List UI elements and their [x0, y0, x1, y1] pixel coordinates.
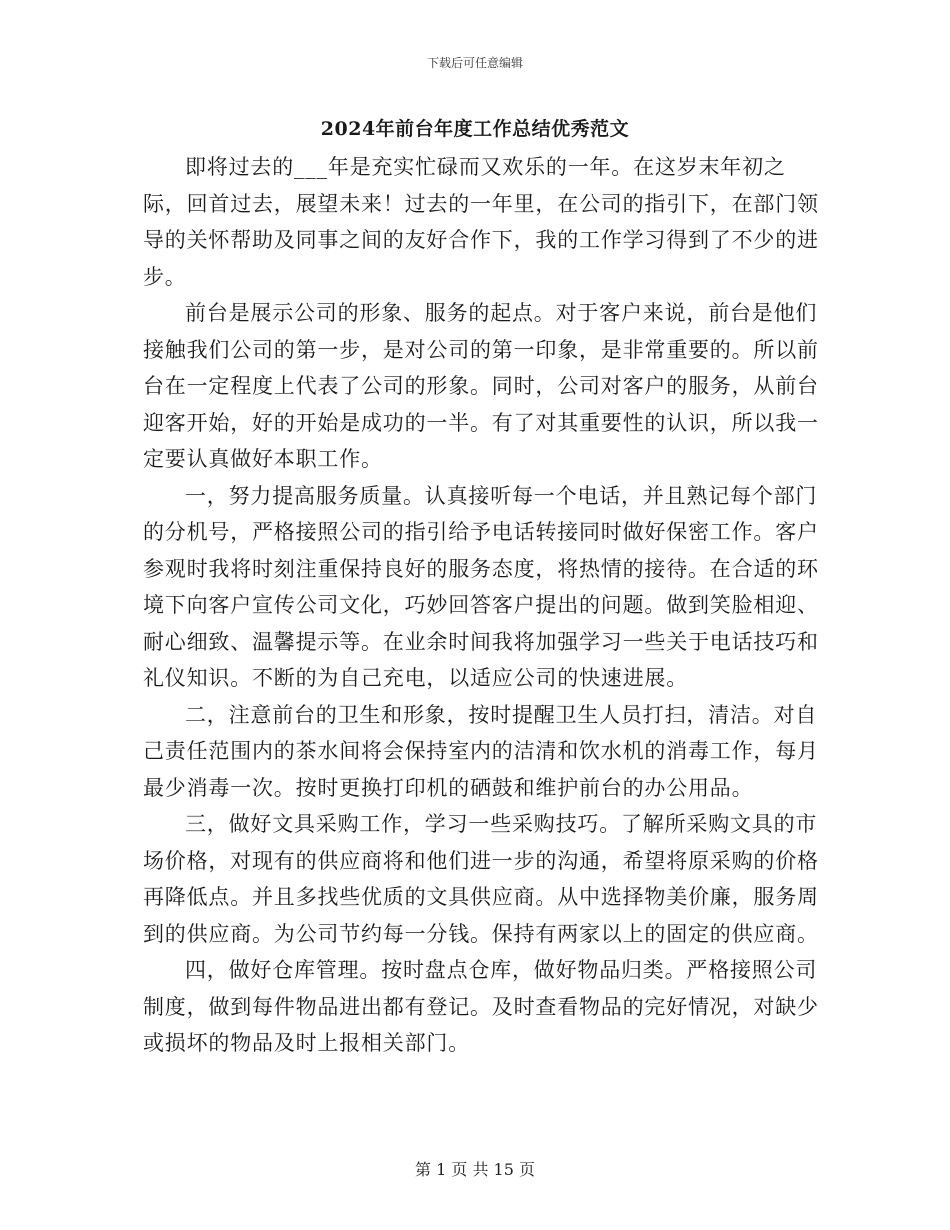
header-note: 下载后可任意编辑: [426, 56, 523, 70]
paragraph-front-desk-role: 前台是展示公司的形象、服务的起点。对于客户来说，前台是他们接触我们公司的第一步，是对公司的第一印象，是非常重要的。所以前台在一定程度上代表了公司的形象。同时，公司对客户的服务，从前台迎客开始，好的开始是成功的一半。有了对其重要性的认识，所以我一定要认真做好本职工作。: [143, 301, 819, 471]
paragraph-item-4: 四，做好仓库管理。按时盘点仓库，做好物品归类。严格接照公司制度，做到每件物品进出都有登记。及时查看物品的完好情况，对缺少或损坏的物品及时上报相关部门。: [143, 958, 819, 1055]
page-footer: 第 1 页 共 15 页: [415, 1160, 535, 1179]
paragraph-item-2: 二，注意前台的卫生和形象，按时提醒卫生人员打扫，清洁。对自己责任范围内的茶水间将会保持室内的洁清和饮水机的消毒工作，每月最少消毒一次。按时更换打印机的硒鼓和维护前台的办公用品。: [143, 702, 819, 800]
paragraph-intro: 即将过去的___年是充实忙碌而又欢乐的一年。在这岁末年初之际，回首过去，展望未来！过去的一年里，在公司的指引下，在部门领导的关怀帮助及同事之间的友好合作下，我的工作学习得到了不少的进步。: [143, 155, 819, 289]
paragraph-item-3: 三，做好文具采购工作，学习一些采购技巧。了解所采购文具的市场价格，对现有的供应商将和他们进一步的沟通，希望将原采购的价格再降低点。并且多找些优质的文具供应商。从中选择物美价廉，服务周到的供应商。为公司节约每一分钱。保持有两家以上的固定的供应商。: [143, 812, 819, 946]
paragraph-item-1: 一，努力提高服务质量。认真接听每一个电话，并且熟记每个部门的分机号，严格接照公司的指引给予电话转接同时做好保密工作。客户参观时我将时刻注重保持良好的服务态度，将热情的接待。在合适的环境下向客户宣传公司文化，巧妙回答客户提出的问题。做到笑脸相迎、耐心细致、温馨提示等。在业余时间我将加强学习一些关于电话技巧和礼仪知识。不断的为自己充电，以适应公司的快速进展。: [143, 483, 819, 690]
document-title: 2024年前台年度工作总结优秀范文: [320, 118, 630, 140]
document-body: [143, 149, 823, 1062]
